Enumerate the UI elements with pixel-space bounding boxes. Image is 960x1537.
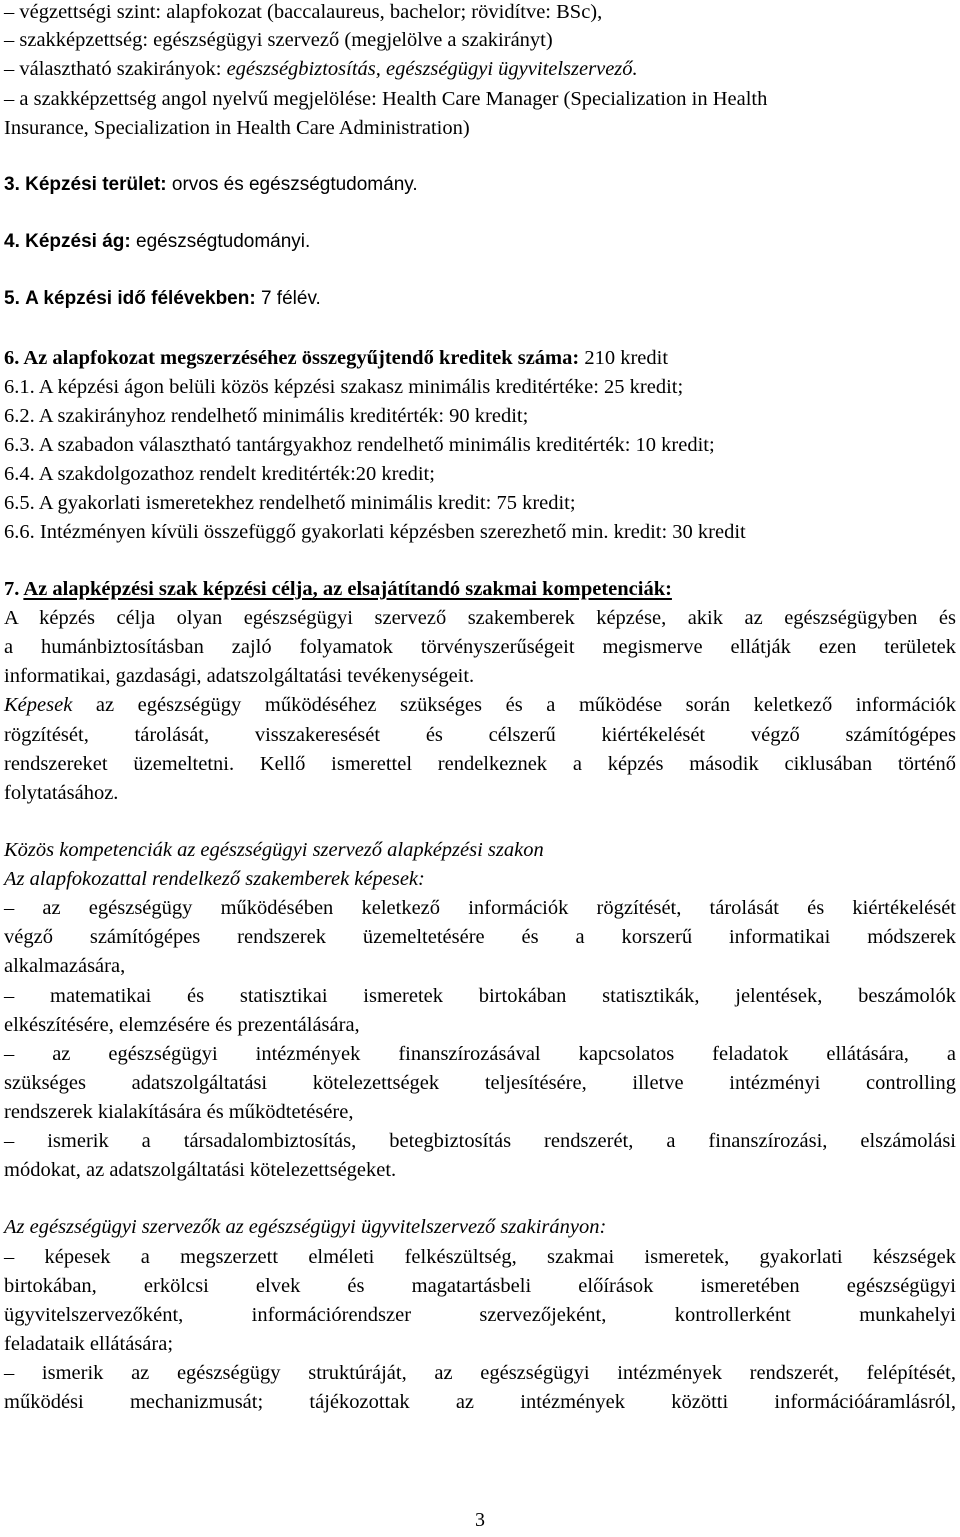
section-7-heading — [4, 575, 956, 604]
common-line: módokat, az adatszolgáltatási kötelezettségeket. — [4, 1159, 397, 1181]
credit-item: 6.5. A gyakorlati ismeretekhez rendelhető minimális kredit: 75 kredit; — [4, 492, 576, 514]
page-number: 3 — [475, 1509, 485, 1531]
admin-line: birtokában, erkölcsi elvek és magatartásbeli előírások ismeretében egészségügyi — [4, 1275, 956, 1297]
admin-heading: Az egészségügyi szervezők az egészségügyi ügyvitelszervező szakirányon: — [4, 1216, 607, 1238]
section-7-p1-line: a humánbiztosításban zajló folyamatok törvényszerűségeit megismerve ellátják ezen területek — [4, 636, 956, 658]
common-line: végző számítógépes rendszerek üzemeltetésére és a korszerű informatikai módszerek — [4, 926, 956, 948]
credit-item: 6.6. Intézményen kívüli összefüggő gyakorlati képzésben szerezhető min. kredit: 30 kredit — [4, 521, 746, 543]
section-6-title: 6. Az alapfokozat megszerzéséhez összegyűjtendő kreditek száma: — [4, 347, 580, 369]
section-7-title: Az alapképzési szak képzési célja, az elsajátítandó szakmai kompetenciák: — [23, 578, 672, 600]
section-3-label: Képzési terület: — [25, 174, 167, 195]
section-3-value: orvos és egészségtudomány. — [166, 174, 418, 195]
credit-item: 6.4. A szakdolgozathoz rendelt kreditérték:20 kredit; — [4, 463, 435, 485]
section-5-value: 7 félév. — [255, 288, 321, 309]
section-4-num: 4. — [4, 231, 20, 252]
section-4 — [4, 228, 956, 257]
section-5-label: A képzési idő félévekben: — [25, 288, 256, 309]
admin-line: működési mechanizmusát; tájékozottak az intézmények közötti információáramlásról, — [4, 1391, 956, 1413]
section-4-value: egészségtudományi. — [130, 231, 311, 252]
section-6-value: 210 kredit — [579, 347, 669, 369]
section-7-p2-line — [4, 691, 956, 720]
common-line: – az egészségügyi intézmények finanszírozásával kapcsolatos feladatok ellátására, a — [4, 1043, 956, 1065]
section-6-heading — [4, 344, 956, 373]
intro-line-qualification: – szakképzettség: egészségügyi szervező (megjelölve a szakirányt) — [4, 29, 553, 51]
section-3 — [4, 171, 956, 200]
section-7-p1-line: A képzés célja olyan egészségügyi szervező szakemberek képzése, akik az egészségügyben és — [4, 607, 956, 629]
common-line: alkalmazására, — [4, 955, 126, 977]
common-line: – matematikai és statisztikai ismeretek birtokában statisztikák, jelentések, beszámolók — [4, 985, 956, 1007]
common-line: szükséges adatszolgáltatási kötelezettségek teljesítésére, illetve intézményi controlling — [4, 1072, 956, 1094]
common-subheading: Az alapfokozattal rendelkező szakemberek képesek: — [4, 868, 425, 890]
section-7-p2-italic: Képesek — [4, 694, 73, 716]
section-7-p2-text: az egészségügy működéséhez szükséges és a működése során keletkező információk — [72, 694, 956, 716]
common-line: elkészítésére, elemzésére és prezentálására, — [4, 1014, 360, 1036]
section-5 — [4, 285, 956, 314]
intro-line-english-name-cont: Insurance, Specialization in Health Care Administration) — [4, 117, 470, 139]
section-3-num: 3. — [4, 174, 20, 195]
credit-item: 6.2. A szakirányhoz rendelhető minimális kreditérték: 90 kredit; — [4, 405, 529, 427]
common-line: – az egészségügy működésében keletkező információk rögzítését, tárolását és kiértékelését — [4, 897, 956, 919]
section-7-p2-line: rendszereket üzemeltetni. Kellő ismerettel rendelkeznek a képzés második ciklusában történő — [4, 753, 956, 775]
admin-line: feladataik ellátására; — [4, 1333, 174, 1355]
specializations-list: egészségbiztosítás, egészségügyi ügyvitelszervező. — [226, 58, 638, 80]
section-5-num: 5. — [4, 288, 20, 309]
section-7-num: 7. — [4, 578, 24, 600]
intro-line-level: – végzettségi szint: alapfokozat (baccalaureus, bachelor; rövidítve: BSc), — [4, 1, 603, 23]
section-4-label: Képzési ág: — [25, 231, 131, 252]
section-7-p2-line: folytatásához. — [4, 782, 119, 804]
common-heading: Közös kompetenciák az egészségügyi szervező alapképzési szakon — [4, 839, 544, 861]
section-7-p1-line: informatikai, gazdasági, adatszolgáltatási tevékenységeit. — [4, 665, 475, 687]
credit-item: 6.1. A képzési ágon belüli közös képzési szakasz minimális kreditértéke: 25 kredit; — [4, 376, 684, 398]
section-7-p2-line: rögzítését, tárolását, visszakeresését és célszerű kiértékelését végző számítógépes — [4, 724, 956, 746]
specializations-prefix: – választható szakirányok: — [4, 58, 227, 80]
common-line: – ismerik a társadalombiztosítás, betegbiztosítás rendszerét, a finanszírozási, elszámolási — [4, 1130, 956, 1152]
admin-line: – képesek a megszerzett elméleti felkészültség, szakmai ismeretek, gyakorlati készségek — [4, 1246, 956, 1268]
common-line: rendszerek kialakítására és működtetésére, — [4, 1101, 354, 1123]
admin-line: ügyvitelszervezőként, információrendszer szervezőjeként, kontrollerként munkahelyi — [4, 1304, 956, 1326]
intro-line-specializations — [4, 55, 956, 84]
credit-item: 6.3. A szabadon választható tantárgyakhoz rendelhető minimális kreditérték: 10 kredit; — [4, 434, 715, 456]
admin-line: – ismerik az egészségügy struktúráját, az egészségügyi intézmények rendszerét, felépítését, — [4, 1362, 956, 1384]
intro-line-english-name: – a szakképzettség angol nyelvű megjelölése: Health Care Manager (Specialization in Health — [4, 88, 768, 110]
